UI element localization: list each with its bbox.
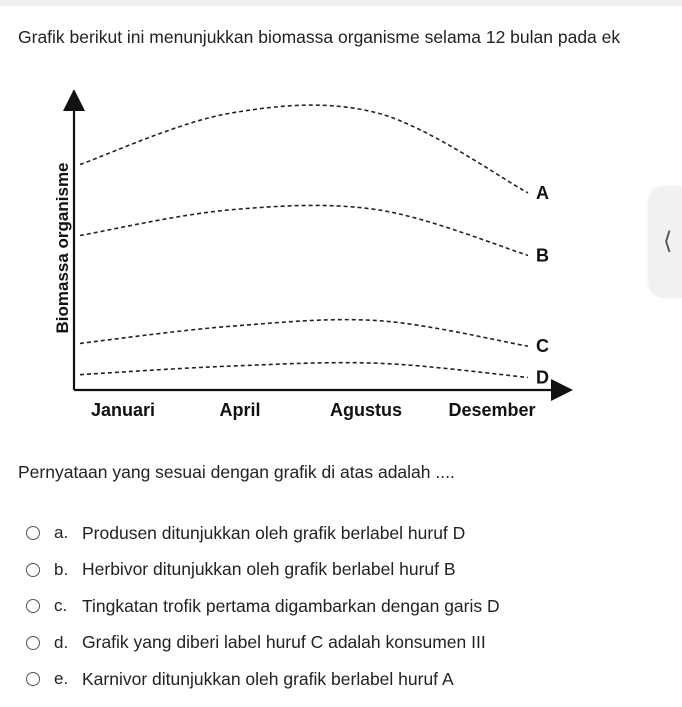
biomass-chart bbox=[30, 90, 590, 430]
series-label-d: D bbox=[536, 367, 549, 388]
series-label-a: A bbox=[536, 182, 549, 203]
option-text: Karnivor ditunjukkan oleh grafik berlabel huruf A bbox=[82, 668, 454, 689]
series-line-d bbox=[80, 363, 528, 378]
radio-button[interactable] bbox=[26, 599, 40, 613]
series-line-a bbox=[80, 105, 528, 193]
x-tick-label: Agustus bbox=[330, 400, 402, 420]
option-letter: e. bbox=[54, 669, 69, 689]
radio-button[interactable] bbox=[26, 526, 40, 540]
option-letter: a. bbox=[54, 523, 69, 543]
chart-svg bbox=[30, 90, 590, 430]
y-axis-label: Biomassa organisme bbox=[53, 162, 72, 334]
option-b[interactable] bbox=[26, 552, 500, 589]
answer-options bbox=[26, 515, 500, 698]
radio-button[interactable] bbox=[26, 563, 40, 577]
radio-button[interactable] bbox=[26, 636, 40, 650]
option-e[interactable] bbox=[26, 661, 500, 698]
series-label-c: C bbox=[536, 336, 549, 357]
side-panel-tab[interactable] bbox=[649, 187, 682, 297]
series-layer bbox=[80, 105, 549, 387]
option-text: Herbivor ditunjukkan oleh grafik berlabel huruf B bbox=[82, 559, 456, 580]
option-letter: c. bbox=[54, 596, 68, 616]
question-title: Grafik berikut ini menunjukkan biomassa organisme selama 12 bulan pada ek bbox=[18, 27, 621, 47]
option-text: Produsen ditunjukkan oleh grafik berlabel huruf D bbox=[82, 522, 466, 543]
x-tick-label: April bbox=[219, 400, 261, 420]
option-c[interactable] bbox=[26, 588, 500, 625]
option-d[interactable] bbox=[26, 625, 500, 662]
x-tick-label: Januari bbox=[90, 400, 156, 420]
option-a[interactable] bbox=[26, 515, 500, 552]
option-text: Grafik yang diberi label huruf C adalah konsumen III bbox=[82, 632, 486, 653]
option-letter: b. bbox=[54, 559, 69, 579]
series-label-b: B bbox=[536, 245, 549, 266]
question-prompt: Pernyataan yang sesuai dengan grafik di atas adalah .... bbox=[18, 462, 455, 482]
radio-button[interactable] bbox=[26, 672, 40, 686]
series-line-c bbox=[80, 320, 528, 347]
option-letter: d. bbox=[54, 632, 69, 652]
option-text: Tingkatan trofik pertama digambarkan dengan garis D bbox=[82, 595, 500, 616]
chevron-left-icon: ⟨ bbox=[663, 227, 673, 255]
top-strip bbox=[0, 0, 682, 6]
tick-layer bbox=[91, 400, 536, 420]
series-line-b bbox=[80, 205, 528, 255]
x-tick-label: Desember bbox=[448, 400, 536, 420]
